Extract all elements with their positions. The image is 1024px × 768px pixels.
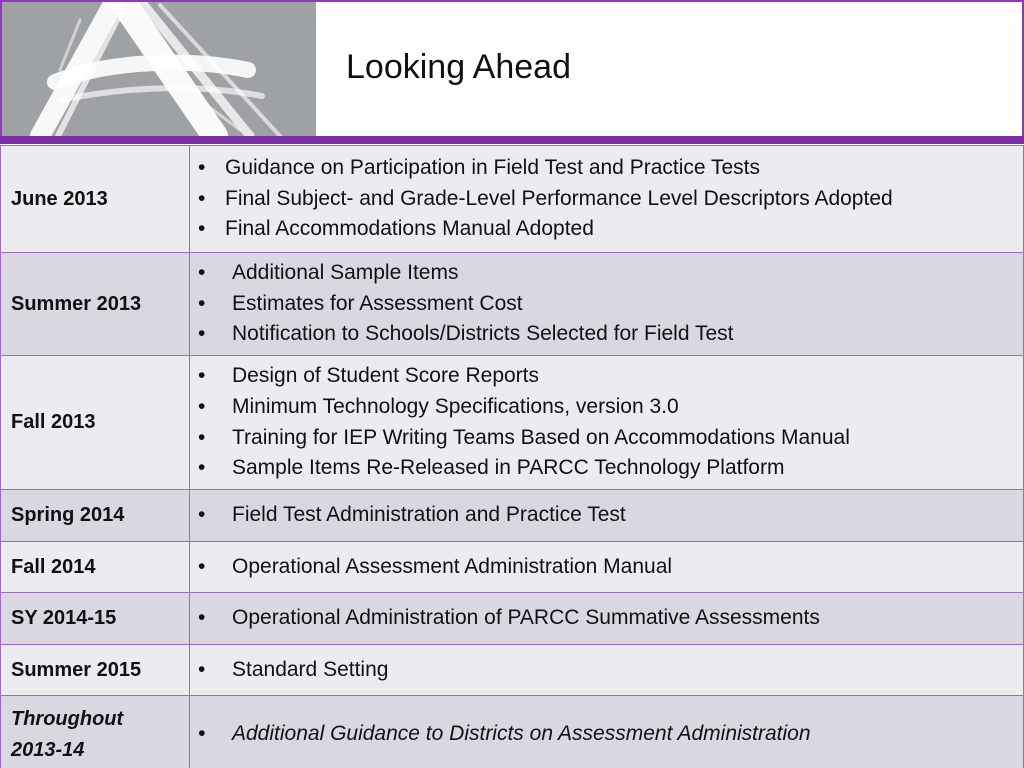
bullet-list xyxy=(190,552,1023,583)
bullet-list xyxy=(190,500,1023,531)
table-row xyxy=(1,696,1024,768)
list-item: • Guidance on Participation in Field Test and Practice Tests xyxy=(198,153,1023,184)
period-cell: Spring 2014 xyxy=(1,490,190,542)
bullet-list xyxy=(190,603,1023,634)
items-cell xyxy=(190,645,1024,696)
list-item: • Estimates for Assessment Cost xyxy=(198,289,1023,320)
frame-top-border xyxy=(0,0,1024,2)
list-item: • Operational Administration of PARCC Summative Assessments xyxy=(198,603,1023,634)
list-item: • Additional Sample Items xyxy=(198,258,1023,289)
period-line: 2013-14 xyxy=(11,738,85,761)
items-cell xyxy=(190,542,1024,593)
list-item: • Operational Assessment Administration Manual xyxy=(198,552,1023,583)
bullet-list xyxy=(190,258,1023,350)
timeline-table xyxy=(0,145,1024,768)
table-row xyxy=(1,253,1024,356)
letter-a-brush-logo xyxy=(0,0,316,136)
list-item: • Final Subject- and Grade-Level Performance Level Descriptors Adopted xyxy=(198,184,1023,215)
bullet-list xyxy=(190,655,1023,686)
items-cell xyxy=(190,490,1024,542)
bullet-list xyxy=(190,719,1023,750)
period-line: Throughout xyxy=(11,707,124,730)
letter-a-brush-logo-graphic xyxy=(0,0,316,136)
period-cell: Fall 2014 xyxy=(1,542,190,593)
title-divider-bar xyxy=(0,136,1024,144)
items-cell xyxy=(190,253,1024,356)
period-cell: Summer 2015 xyxy=(1,645,190,696)
items-cell xyxy=(190,696,1024,768)
list-item: • Notification to Schools/Districts Selected for Field Test xyxy=(198,319,1023,350)
period-cell: SY 2014-15 xyxy=(1,593,190,645)
table-row xyxy=(1,645,1024,696)
period-cell xyxy=(1,696,190,768)
frame-left-border xyxy=(0,0,2,140)
page-title: Looking Ahead xyxy=(346,48,571,86)
list-item: • Field Test Administration and Practice Test xyxy=(198,500,1023,531)
bullet-list xyxy=(190,153,1023,245)
list-item: • Standard Setting xyxy=(198,655,1023,686)
list-item: • Training for IEP Writing Teams Based on Accommodations Manual xyxy=(198,423,1023,454)
table-row xyxy=(1,542,1024,593)
list-item: • Final Accommodations Manual Adopted xyxy=(198,214,1023,245)
bullet-list xyxy=(190,361,1023,483)
items-cell xyxy=(190,146,1024,253)
items-cell xyxy=(190,593,1024,645)
slide-header xyxy=(0,0,1024,136)
list-item: • Sample Items Re-Released in PARCC Technology Platform xyxy=(198,453,1023,484)
period-cell: Summer 2013 xyxy=(1,253,190,356)
list-item: • Minimum Technology Specifications, version 3.0 xyxy=(198,392,1023,423)
list-item: • Design of Student Score Reports xyxy=(198,361,1023,392)
period-cell: Fall 2013 xyxy=(1,356,190,490)
table-row xyxy=(1,490,1024,542)
items-cell xyxy=(190,356,1024,490)
table-row xyxy=(1,356,1024,490)
table-row xyxy=(1,146,1024,253)
period-cell: June 2013 xyxy=(1,146,190,253)
table-row xyxy=(1,593,1024,645)
list-item: • Additional Guidance to Districts on Assessment Administration xyxy=(198,719,1023,750)
